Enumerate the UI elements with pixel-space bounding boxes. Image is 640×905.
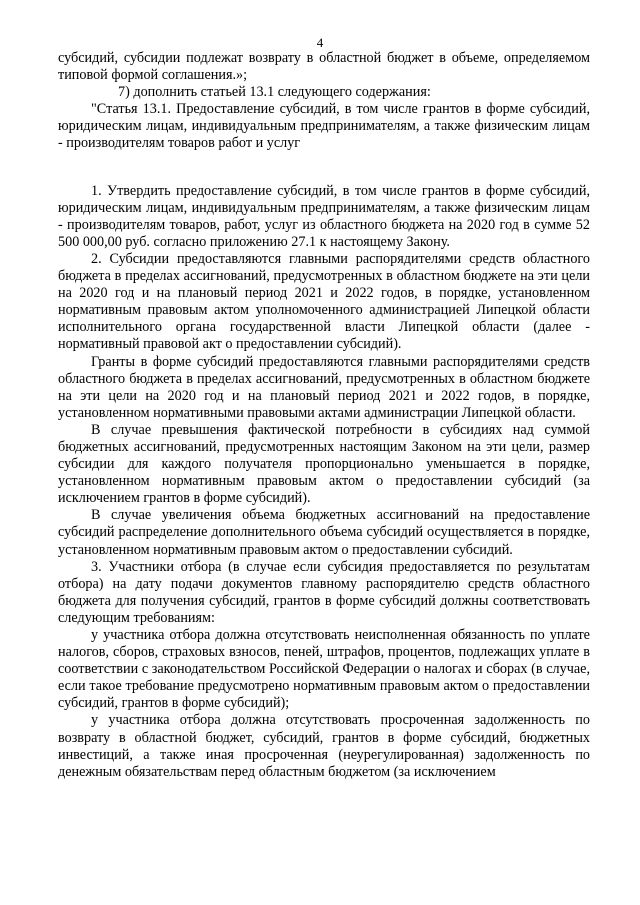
paragraph: 7) дополнить статьей 13.1 следующего содержания: (118, 84, 431, 101)
paragraph: В случае превышения фактической потребности в субсидиях над суммой бюджетных ассигнований, предусмотренных настоящим Законом на эти цели, размер субсидии для каждого получателя пропорционально уменьшается в порядке, установленном нормативным правовым актом о предоставлении субсидий (за исключением грантов в форме субсидий). (58, 421, 590, 507)
paragraph: у участника отбора должна отсутствовать просроченная задолженность по возврату в областной бюджет, субсидий, грантов в форме субсидий, бюджетных инвестиций, а также иная просроченная (неурегулированная) задолженность по денежным обязательствам перед областным бюджетом (за исключением (58, 712, 590, 780)
paragraph: субсидий, субсидии подлежат возврату в областной бюджет в объеме, определяемом типовой формой соглашения.»; (58, 50, 590, 84)
paragraph: В случае увеличения объема бюджетных ассигнований на предоставление субсидий распределение дополнительного объема субсидий осуществляется в порядке, установленном нормативным правовым актом о предоставлении субсидий. (58, 507, 590, 558)
paragraph: 3. Участники отбора (в случае если субсидия предоставляется по результатам отбора) на дату подачи документов главному распорядителю средств областного бюджета для получения субсидий, грантов в форме субсидий должны соответствовать следующим требованиям: (58, 558, 590, 626)
page-number: 4 (316, 35, 324, 50)
document-body (58, 50, 590, 781)
paragraph: 1. Утвердить предоставление субсидий, в том числе грантов в форме субсидий, юридическим лицам, индивидуальным предпринимателям, а также физическим лицам - производителям товаров, работ, услуг из областного бюджета на 2020 год в сумме 52 500 000,00 руб. согласно приложению 27.1 к настоящему Закону. (58, 182, 590, 250)
paragraph: Гранты в форме субсидий предоставляются главными распорядителями средств областного бюджета в пределах ассигнований, предусмотренных в областном бюджете на эти цели на 2020 год и на плановый период 2021 и 2022 годов, в порядке, установленном нормативными правовыми актами администрации Липецкой области. (58, 353, 590, 421)
paragraph: 2. Субсидии предоставляются главными распорядителями средств областного бюджета в пределах ассигнований, предусмотренных в областном бюджете на эти цели на 2020 год и на плановый период 2021 и 2022 годов, в порядке, установленном нормативным правовым актом уполномоченного администрацией Липецкой области исполнительного органа государственной власти Липецкой области (далее - нормативный правовой акт о предоставлении субсидий). (58, 250, 590, 353)
paragraph: у участника отбора должна отсутствовать неисполненная обязанность по уплате налогов, сборов, страховых взносов, пеней, штрафов, процентов, подлежащих уплате в соответствии с законодательством Российской Федерации о налогах и сборах (в случае, если такое требование предусмотрено нормативным правовым актом о предоставлении субсидий, грантов в форме субсидий); (58, 627, 590, 712)
spacer (58, 153, 590, 183)
article-heading: "Статья 13.1. Предоставление субсидий, в том числе грантов в форме субсидий, юридическим лицам, индивидуальным предпринимателям, а также физическим лицам - производителям товаров работ и услуг (58, 101, 590, 152)
